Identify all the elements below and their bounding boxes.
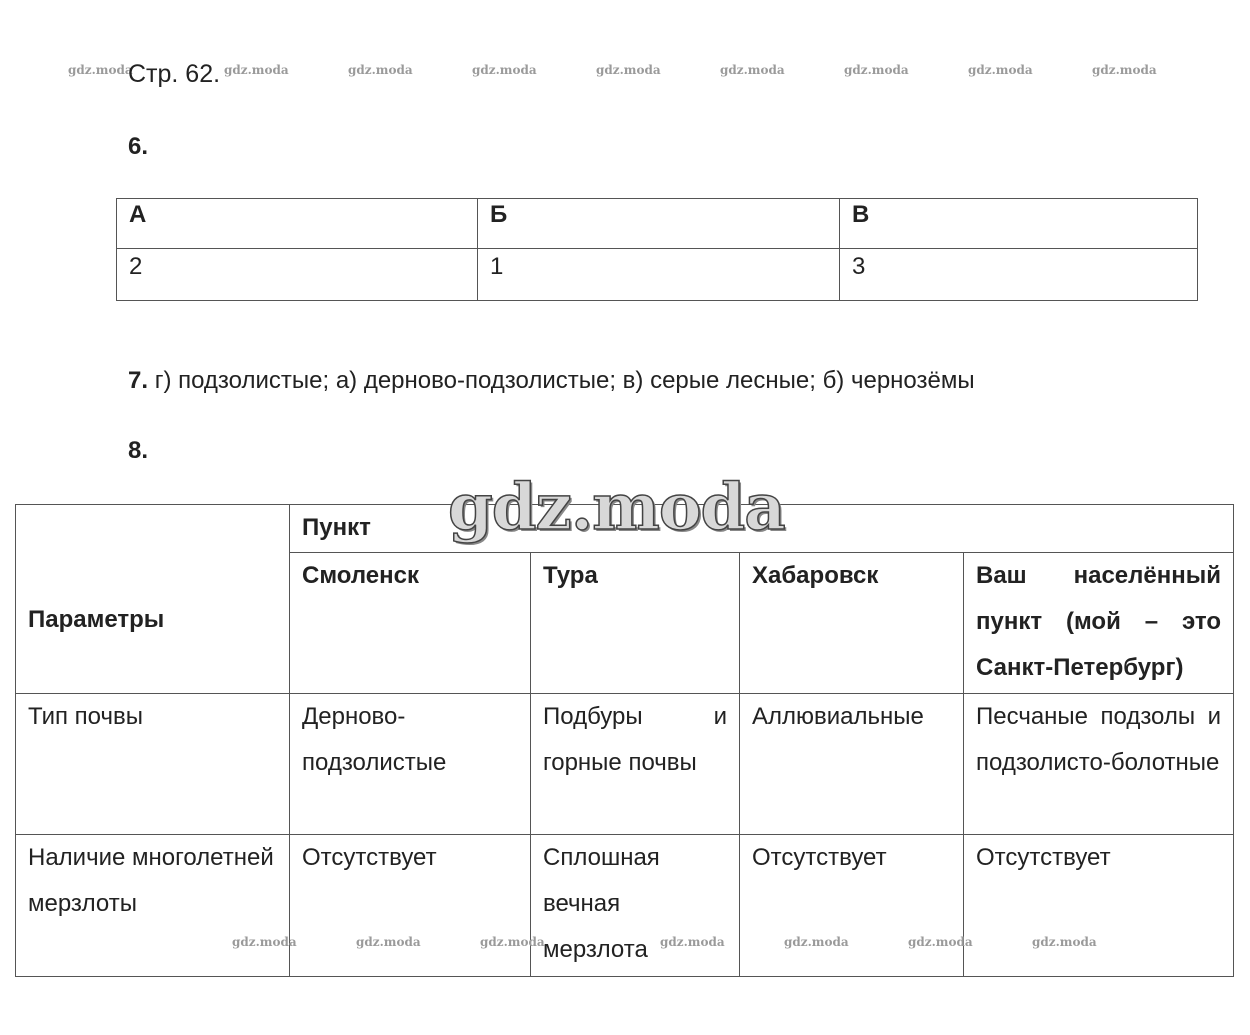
point-header: Пункт	[290, 505, 1234, 553]
watermark-text: gdz.moda	[844, 63, 909, 77]
table-cell: Дерново-подзолистые	[290, 694, 531, 835]
table-cell: Отсутствует	[740, 835, 964, 977]
watermark-text: gdz.moda	[480, 935, 545, 949]
col-header-khabarovsk: Хабаровск	[740, 553, 964, 694]
watermark-text: gdz.moda	[908, 935, 973, 949]
table-row	[117, 249, 1198, 301]
row-label-soil-type: Тип почвы	[16, 694, 290, 835]
watermark-text: gdz.moda	[968, 63, 1033, 77]
task6-value-a: 2	[117, 249, 478, 301]
table-row	[16, 694, 1234, 835]
row-label-permafrost: Наличие многолетней мерзлоты	[16, 835, 290, 977]
watermark-text: gdz.moda	[1092, 63, 1157, 77]
col-header-tura: Тура	[531, 553, 740, 694]
watermark-text: gdz.moda	[356, 935, 421, 949]
watermark-text: gdz.moda	[232, 935, 297, 949]
watermark-text: gdz.moda	[472, 63, 537, 77]
task6-value-v: 3	[840, 249, 1198, 301]
table-cell: Аллювиальные	[740, 694, 964, 835]
task6-header-v: В	[840, 199, 1198, 249]
watermark-text: gdz.moda	[224, 63, 289, 77]
task7-answer	[128, 367, 975, 395]
table-cell: Отсутствует	[964, 835, 1234, 977]
table-cell: Песчаные подзолы и подзолисто-болотные	[964, 694, 1234, 835]
table-cell: Сплошная вечная мерзлота	[531, 835, 740, 977]
watermark-text: gdz.moda	[348, 63, 413, 77]
col-header-smolensk: Смоленск	[290, 553, 531, 694]
task6-header-b: Б	[478, 199, 840, 249]
task6-table	[116, 198, 1198, 301]
task8-number: 8.	[128, 437, 149, 464]
task7-text: г) подзолистые; а) дерново-подзолистые; в) серые лесные; б) чернозёмы	[154, 367, 975, 394]
watermark-text: gdz.moda	[68, 63, 133, 77]
watermark-text: gdz.moda	[1032, 935, 1097, 949]
task6-header-a: А	[117, 199, 478, 249]
task7-number: 7.	[128, 367, 149, 394]
watermark-text: gdz.moda	[784, 935, 849, 949]
table-header-row	[117, 199, 1198, 249]
task6-value-b: 1	[478, 249, 840, 301]
table-cell: Подбуры и горные почвы	[531, 694, 740, 835]
param-header: Параметры	[16, 505, 290, 694]
watermark-logo: gdz.moda	[448, 470, 785, 545]
col-header-your-town: Ваш населённый пункт (мой – это Санкт-Петербург)	[964, 553, 1234, 694]
page-label: Стр. 62.	[128, 60, 221, 88]
task8-table	[15, 504, 1234, 977]
table-row	[16, 835, 1234, 977]
table-cell: Отсутствует	[290, 835, 531, 977]
task6-number: 6.	[128, 133, 149, 160]
watermark-text: gdz.moda	[596, 63, 661, 77]
watermark-text: gdz.moda	[720, 63, 785, 77]
watermark-text: gdz.moda	[660, 935, 725, 949]
